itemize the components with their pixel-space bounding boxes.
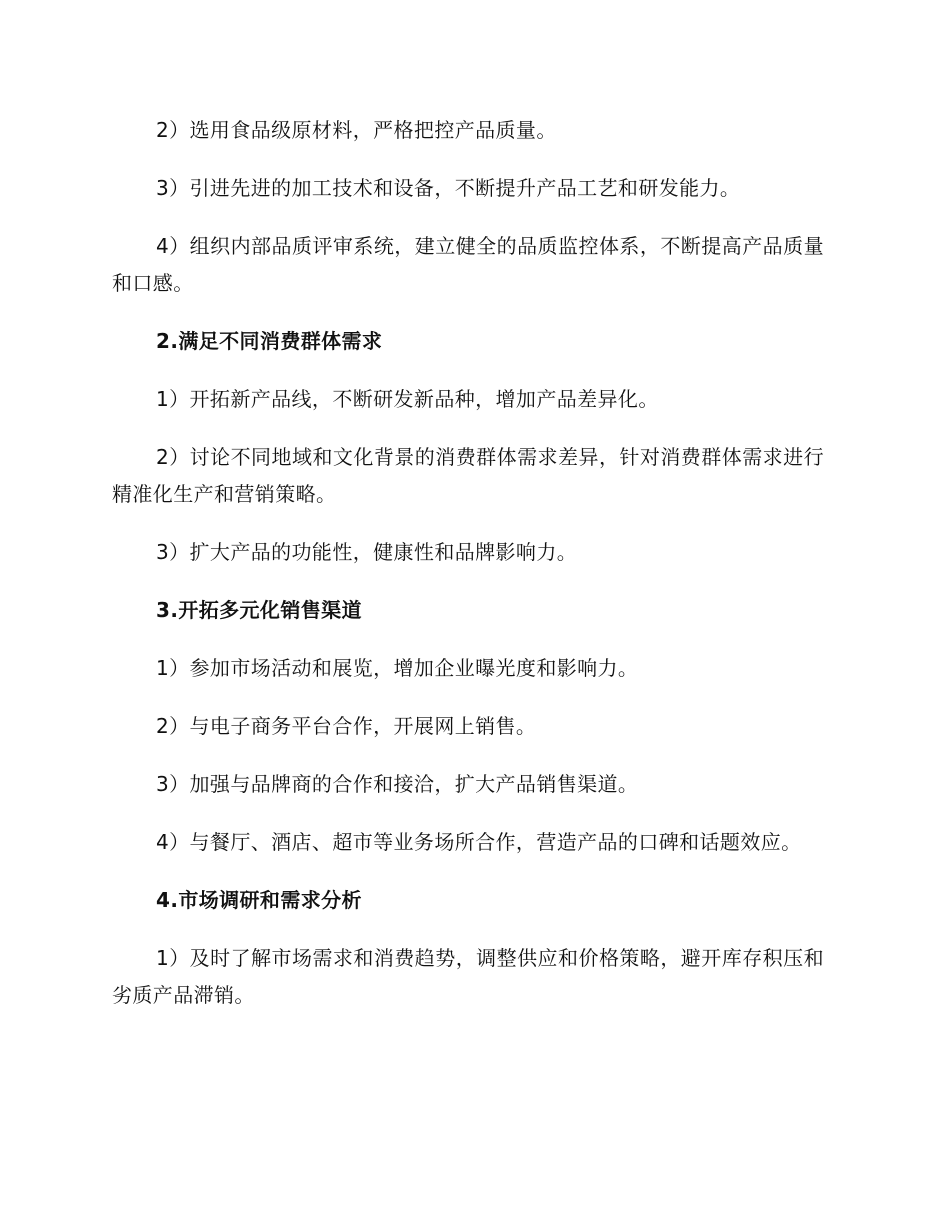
section-heading-3: 3.开拓多元化销售渠道 <box>156 598 362 622</box>
document-body <box>112 112 824 1014</box>
paragraph-consumer-2: 2）讨论不同地域和文化背景的消费群体需求差异，针对消费群体需求进行精准化生产和营销策略。 <box>112 445 824 506</box>
paragraph-channel-2: 2）与电子商务平台合作，开展网上销售。 <box>156 714 537 738</box>
paragraph-research-1: 1）及时了解市场需求和消费趋势，调整供应和价格策略，避开库存积压和劣质产品滞销。 <box>112 946 824 1007</box>
paragraph-quality-2: 2）选用食品级原材料，严格把控产品质量。 <box>156 118 557 142</box>
paragraph-channel-4: 4）与餐厅、酒店、超市等业务场所合作，营造产品的口碑和话题效应。 <box>156 830 802 854</box>
paragraph-channel-1: 1）参加市场活动和展览，增加企业曝光度和影响力。 <box>156 656 639 680</box>
paragraph-consumer-1: 1）开拓新产品线，不断研发新品种，增加产品差异化。 <box>156 387 659 411</box>
paragraph-channel-3: 3）加强与品牌商的合作和接洽，扩大产品销售渠道。 <box>156 772 639 796</box>
section-heading-2: 2.满足不同消费群体需求 <box>156 329 383 353</box>
paragraph-consumer-3: 3）扩大产品的功能性，健康性和品牌影响力。 <box>156 540 578 564</box>
paragraph-quality-3: 3）引进先进的加工技术和设备，不断提升产品工艺和研发能力。 <box>156 176 741 200</box>
paragraph-quality-4: 4）组织内部品质评审系统，建立健全的品质监控体系，不断提高产品质量和口感。 <box>112 234 824 295</box>
section-heading-4: 4.市场调研和需求分析 <box>156 888 362 912</box>
